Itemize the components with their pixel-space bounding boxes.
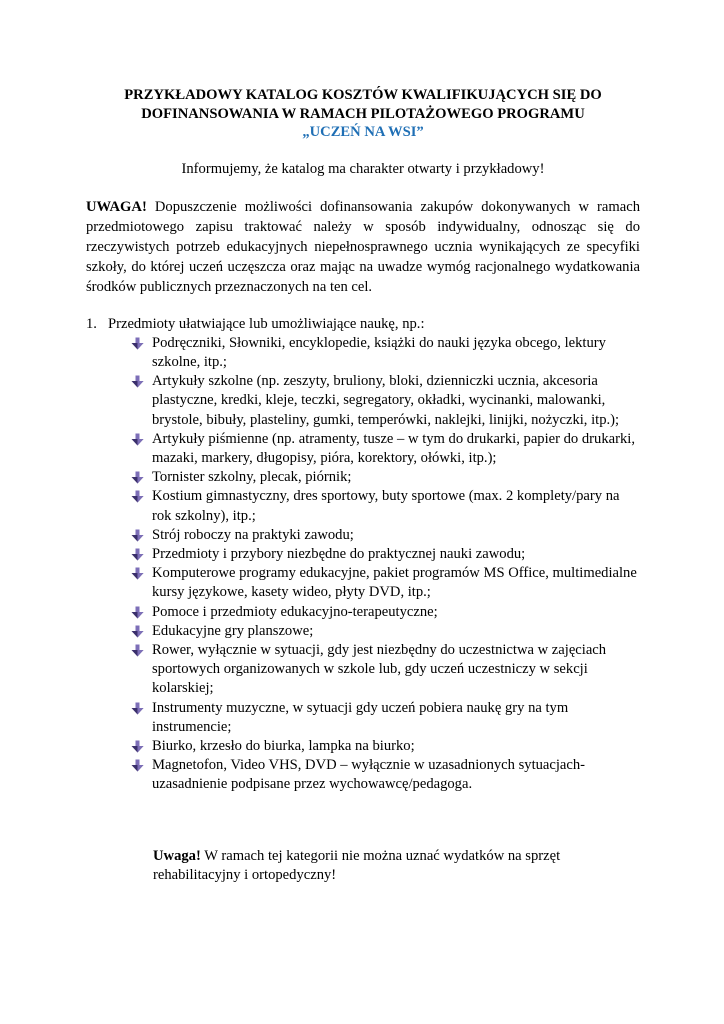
section-1 [86, 315, 640, 795]
items-list [86, 334, 640, 795]
list-item [131, 603, 640, 622]
arrow-down-bullet-icon [131, 759, 144, 772]
title-line-1: PRZYKŁADOWY KATALOG KOSZTÓW KWALIFIKUJĄCYCH SIĘ DO [124, 87, 602, 103]
list-item [131, 545, 640, 564]
list-item-text: Tornister szkolny, plecak, piórnik; [152, 469, 352, 486]
arrow-down-bullet-icon [131, 702, 144, 715]
list-item [131, 737, 640, 756]
arrow-down-bullet-icon [131, 606, 144, 619]
arrow-down-bullet-icon [131, 625, 144, 638]
list-item-text: Instrumenty muzyczne, w sytuacji gdy uczeń pobiera naukę gry na tym instrumencie; [152, 699, 569, 735]
info-statement: Informujemy, że katalog ma charakter otwarty i przykładowy! [181, 160, 545, 177]
arrow-down-bullet-icon [131, 644, 144, 657]
list-item-text: Przedmioty i przybory niezbędne do praktycznej nauki zawodu; [152, 545, 526, 562]
section-heading [86, 315, 640, 334]
list-item [131, 641, 640, 699]
list-item [131, 372, 640, 430]
list-item-text: Edukacyjne gry planszowe; [152, 622, 314, 639]
arrow-down-bullet-icon [131, 337, 144, 350]
warning-text: Dopuszczenie możliwości dofinansowania zakupów dokonywanych w ramach przedmiotowego zapisu traktować należy w sposób indywidualny, odnosząc się do rzeczywistych potrzeb edukacyjnych niepełnosprawnego ucznia wynikających ze specyfiki szkoły, do której uczeń uczęszcza oraz mając na uwadze wymóg racjonalnego wydatkowania środków publicznych przeznaczonych na ten cel. [86, 198, 640, 295]
document-title [86, 86, 640, 142]
arrow-down-bullet-icon [131, 375, 144, 388]
list-item-text: Kostium gimnastyczny, dres sportowy, buty sportowe (max. 2 komplety/pary na rok szkolny), itp.; [152, 488, 620, 524]
arrow-down-bullet-icon [131, 548, 144, 561]
list-item [131, 699, 640, 737]
list-item-text: Biurko, krzesło do biurka, lampka na biurko; [152, 737, 415, 754]
list-item-text: Komputerowe programy edukacyjne, pakiet programów MS Office, multimedialne kursy językowe, kasety wideo, płyty DVD, itp.; [152, 565, 637, 601]
list-item-text: Rower, wyłącznie w sytuacji, gdy jest niezbędny do uczestnictwa w zajęciach sportowych organizowanych w szkole lub, gdy uczeń uczestniczy w sekcji kolarskiej; [152, 641, 607, 697]
list-item-text: Artykuły piśmienne (np. atramenty, tusze – w tym do drukarki, papier do drukarki, mazaki, markery, długopisy, pióra, korektory, ołówki, itp.); [152, 430, 635, 466]
note-paragraph [153, 847, 640, 886]
list-item [131, 487, 640, 525]
list-item [131, 526, 640, 545]
list-item [131, 430, 640, 468]
title-line-2: DOFINANSOWANIA W RAMACH PILOTAŻOWEGO PROGRAMU [141, 105, 585, 122]
arrow-down-bullet-icon [131, 529, 144, 542]
list-item [131, 468, 640, 487]
warning-lead: UWAGA! [86, 198, 147, 215]
warning-paragraph [86, 197, 640, 297]
program-name: „UCZEŃ NA WSI” [302, 124, 424, 140]
list-item-text: Podręczniki, Słowniki, encyklopedie, książki do nauki języka obcego, lektury szkolne, itp.; [152, 334, 606, 370]
list-item-text: Strój roboczy na praktyki zawodu; [152, 526, 354, 543]
arrow-down-bullet-icon [131, 567, 144, 580]
note-text: W ramach tej kategorii nie można uznać wydatków na sprzęt rehabilitacyjny i ortopedyczny! [153, 847, 561, 884]
list-item [131, 622, 640, 641]
section-number: 1. [86, 315, 97, 332]
section-heading-text: Przedmioty ułatwiające lub umożliwiające naukę, np.: [108, 315, 425, 332]
list-item [131, 756, 640, 794]
arrow-down-bullet-icon [131, 471, 144, 484]
arrow-down-bullet-icon [131, 433, 144, 446]
arrow-down-bullet-icon [131, 490, 144, 503]
list-item-text: Pomoce i przedmioty edukacyjno-terapeutyczne; [152, 603, 438, 620]
note-lead: Uwaga! [153, 847, 201, 864]
arrow-down-bullet-icon [131, 740, 144, 753]
list-item [131, 334, 640, 372]
list-item-text: Artykuły szkolne (np. zeszyty, bruliony, bloki, dzienniczki ucznia, akcesoria plastyczne, kredki, kleje, teczki, segregatory, okładki, wycinanki, malowanki, brystole, bibuły, plasteliny, gumki, temperówki, naklejki, linijki, nożyczki, itp.); [152, 373, 620, 428]
list-item-text: Magnetofon, Video VHS, DVD – wyłącznie w uzasadnionych sytuacjach-uzasadnienie podpisane przez wychowawcę/pedagoga. [152, 757, 586, 793]
list-item [131, 564, 640, 602]
document-page [86, 86, 640, 886]
